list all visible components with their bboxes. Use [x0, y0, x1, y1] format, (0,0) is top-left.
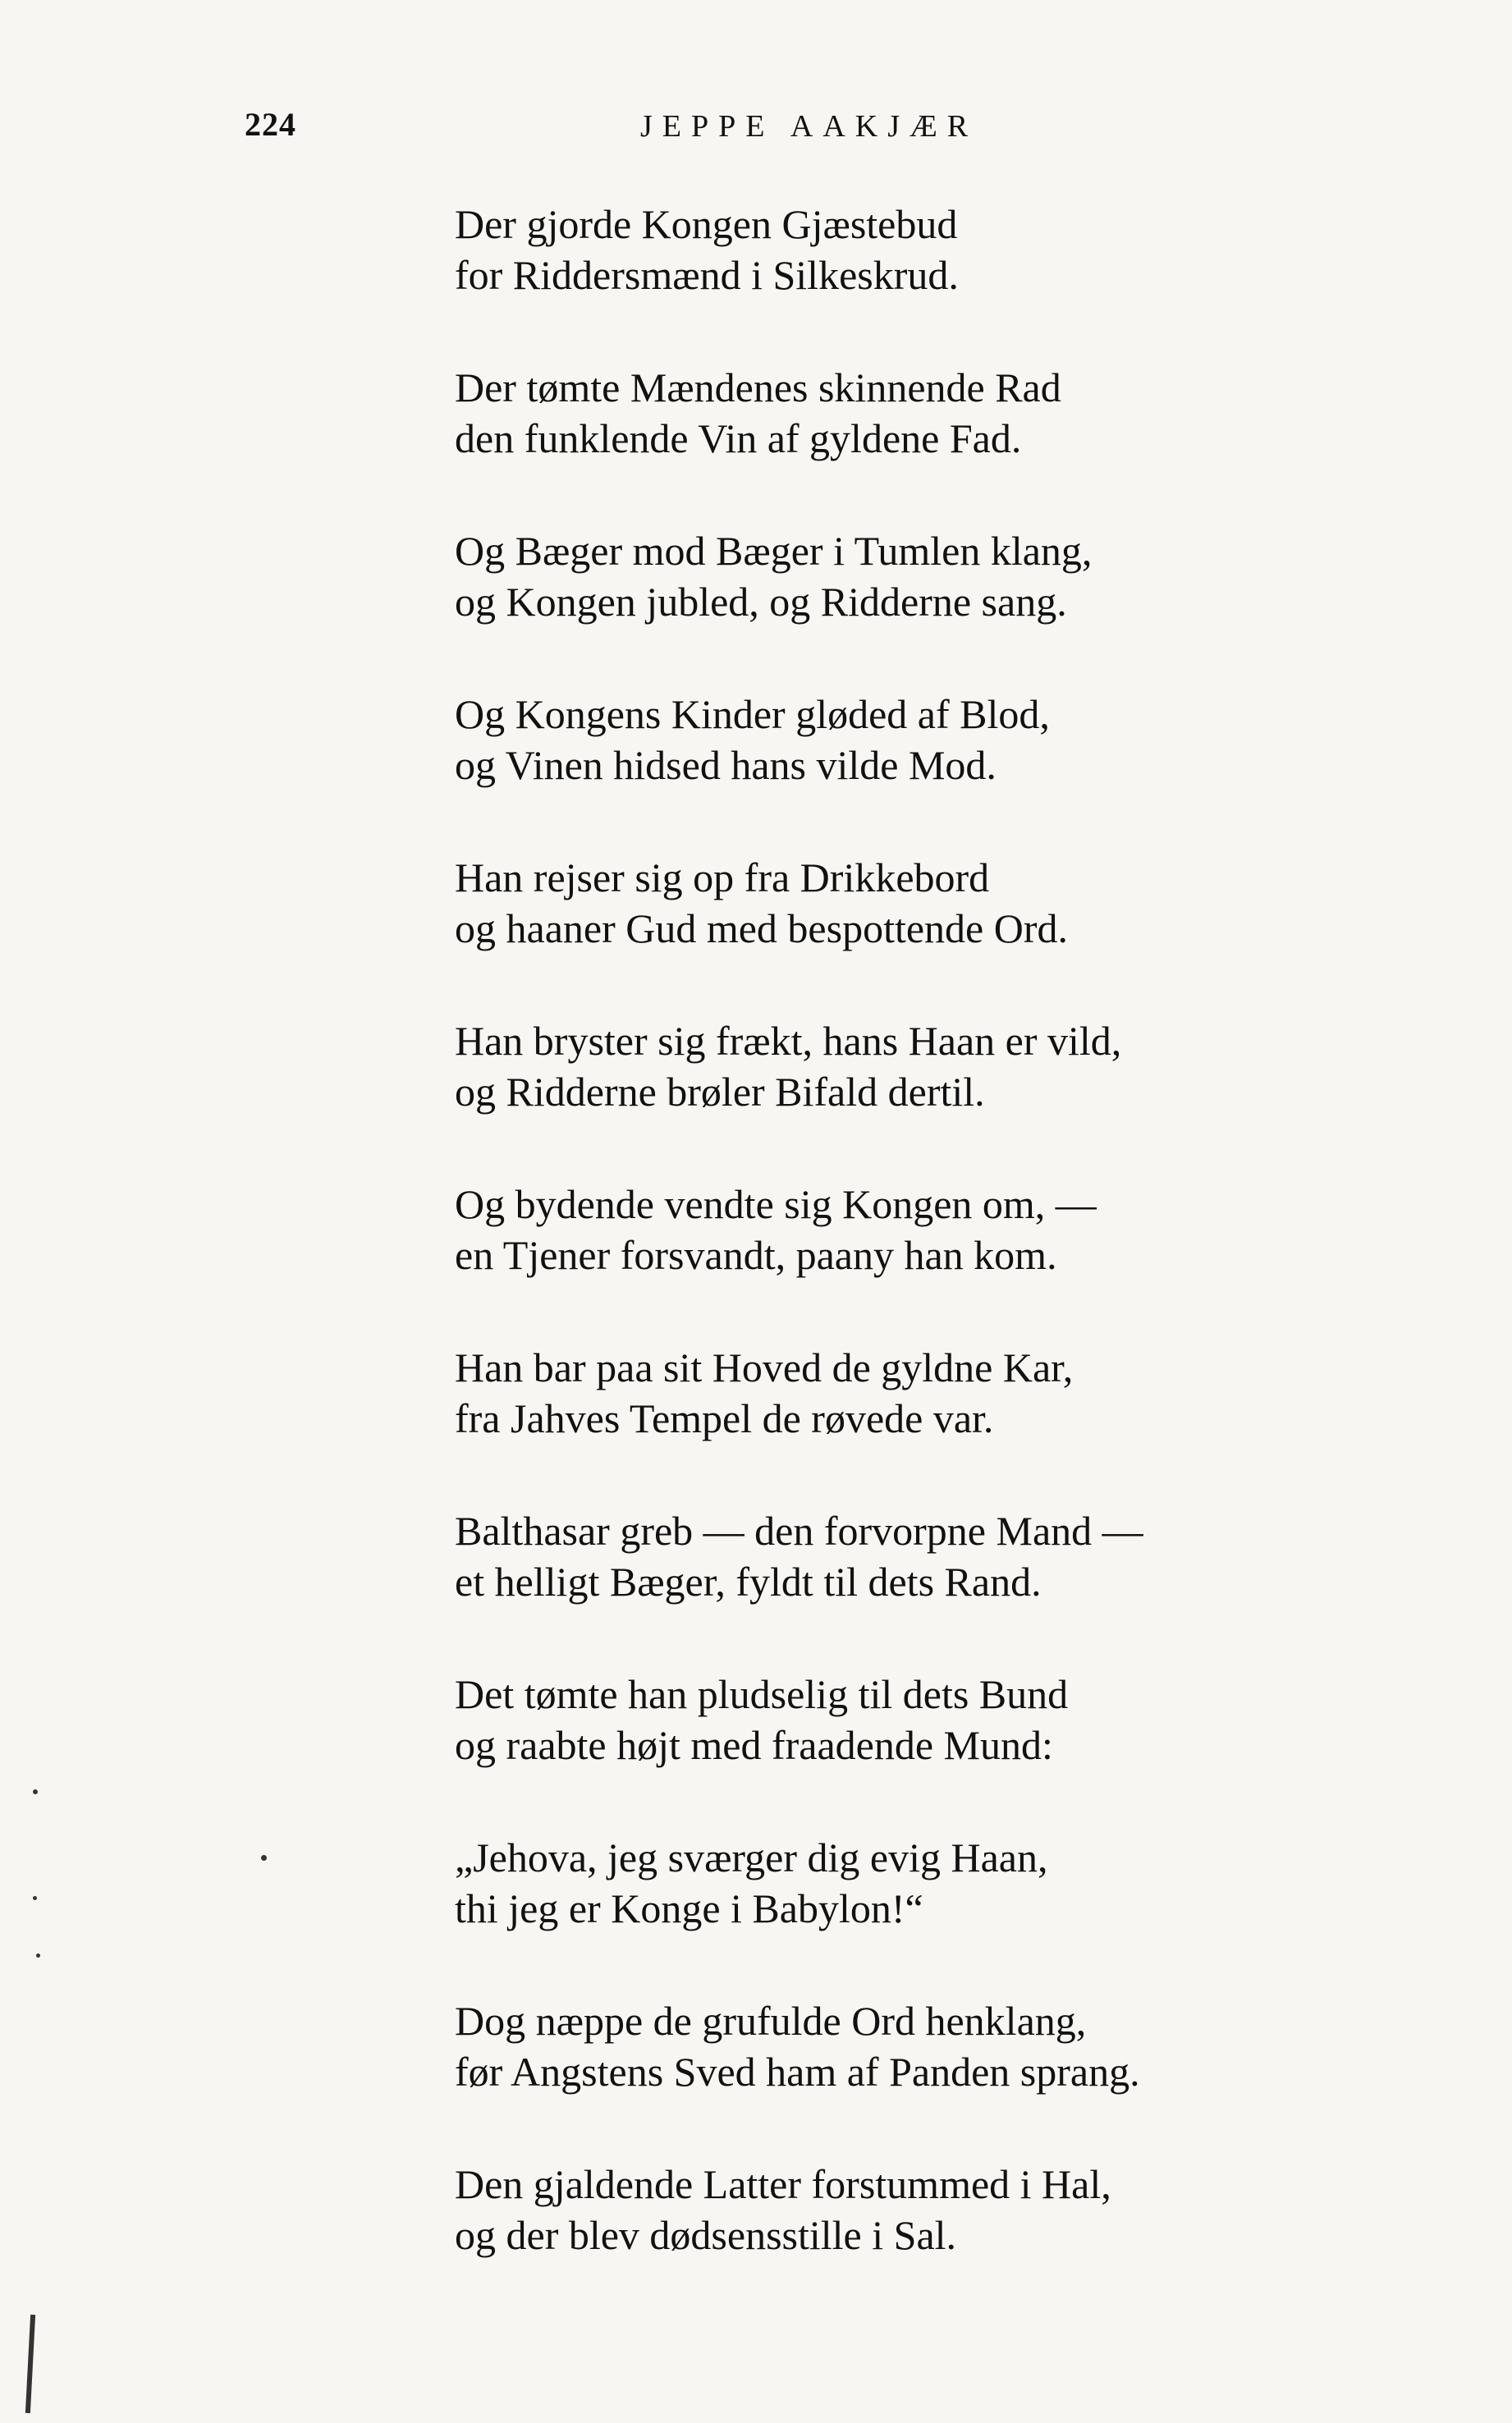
scan-speck: [261, 1855, 267, 1861]
poem-line: og Vinen hidsed hans vilde Mod.: [455, 742, 997, 788]
poem-line: og haaner Gud med bespottende Ord.: [455, 905, 1068, 951]
stanza: [455, 689, 1374, 790]
stanza: [455, 1669, 1374, 1770]
poem-line: Der gjorde Kongen Gjæstebud: [455, 201, 958, 247]
poem-line: Og bydende vendte sig Kongen om, —: [455, 1181, 1097, 1227]
page-number: 224: [245, 106, 296, 143]
stanza: [455, 1505, 1374, 1607]
stanza: [455, 199, 1374, 300]
stanza: [455, 1995, 1374, 2097]
scan-speck: [33, 1789, 38, 1794]
poem: [455, 199, 1374, 2322]
stanza: [455, 1342, 1374, 1444]
poem-line: Det tømte han pludselig til dets Bund: [455, 1671, 1069, 1717]
scan-margin-mark: [25, 2315, 35, 2413]
poem-line: Balthasar greb — den forvorpne Mand —: [455, 1508, 1143, 1554]
poem-line: en Tjener forsvandt, paany han kom.: [455, 1232, 1057, 1278]
poem-line: Der tømte Mændenes skinnende Rad: [455, 364, 1061, 410]
poem-line: thi jeg er Konge i Babylon!“: [455, 1885, 923, 1931]
poem-line: for Riddersmænd i Silkeskrud.: [455, 252, 959, 298]
stanza: [455, 1179, 1374, 1280]
poem-line: Han bryster sig frækt, hans Haan er vild,: [455, 1018, 1122, 1064]
poem-line: og raabte højt med fraadende Mund:: [455, 1722, 1053, 1768]
poem-line: Dog næppe de grufulde Ord henklang,: [455, 1998, 1087, 2044]
poem-line: den funklende Vin af gyldene Fad.: [455, 415, 1022, 461]
scan-speck: [36, 1954, 40, 1958]
poem-line: og Kongen jubled, og Ridderne sang.: [455, 579, 1067, 625]
stanza: [455, 2159, 1374, 2260]
poem-line: fra Jahves Tempel de røvede var.: [455, 1395, 994, 1441]
stanza: [455, 1015, 1374, 1117]
poem-line: Han bar paa sit Hoved de gyldne Kar,: [455, 1344, 1074, 1390]
scan-speck: [33, 1896, 37, 1900]
poem-line: og der blev dødsensstille i Sal.: [455, 2212, 957, 2258]
poem-line: et helligt Bæger, fyldt til dets Rand.: [455, 1559, 1042, 1605]
running-head: JEPPE AAKJÆR: [640, 109, 978, 144]
poem-line: Han rejser sig op fra Drikkebord: [455, 854, 990, 900]
poem-line: Og Kongens Kinder gløded af Blod,: [455, 691, 1050, 737]
stanza: [455, 1832, 1374, 1934]
stanza: [455, 525, 1374, 627]
stanza: [455, 852, 1374, 954]
poem-line: „Jehova, jeg sværger dig evig Haan,: [455, 1834, 1048, 1880]
poem-line: Den gjaldende Latter forstummed i Hal,: [455, 2161, 1111, 2207]
stanza: [455, 362, 1374, 464]
poem-line: Og Bæger mod Bæger i Tumlen klang,: [455, 528, 1093, 574]
poem-line: før Angstens Sved ham af Panden sprang.: [455, 2049, 1140, 2095]
poem-line: og Ridderne brøler Bifald dertil.: [455, 1069, 985, 1115]
